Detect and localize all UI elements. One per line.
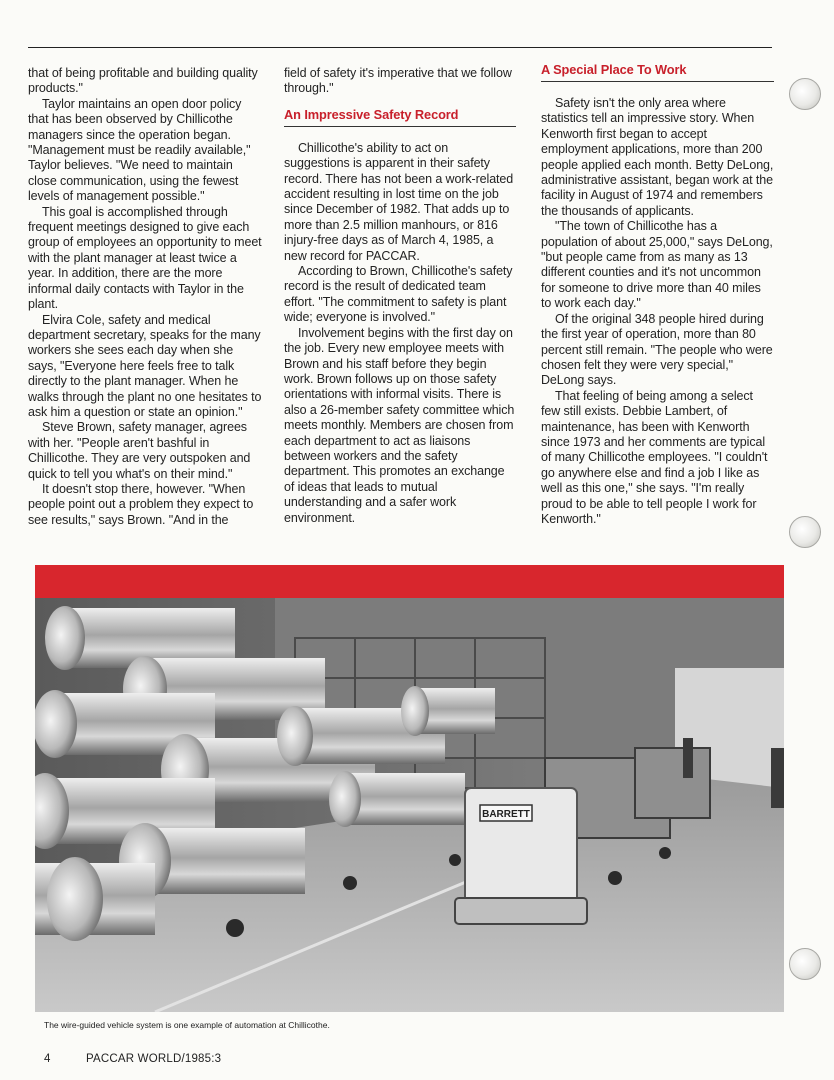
paragraph: that of being profitable and building quality products." xyxy=(28,66,258,96)
paragraph: "The town of Chillicothe has a population of about 25,000," says DeLong, "but people came from as many as 13 different counties and it's not uncommon for someone to drive more than 40 miles to work each day." xyxy=(541,219,773,311)
column-2 xyxy=(284,66,516,526)
paragraph: Of the original 348 people hired during the first year of operation, more than 80 percent still remain. "The people who were chosen felt they were very special," DeLong says. xyxy=(541,311,773,388)
column-3 xyxy=(541,62,774,527)
red-accent-band xyxy=(35,565,784,598)
binder-hole xyxy=(789,516,821,548)
top-rule xyxy=(28,47,772,48)
paragraph: That feeling of being among a select few still exists. Debbie Lambert, of maintenance, has been with Kenworth since 1973 and her comments are typical of many Chillicothe employees. "I couldn't go anywhere else and find a job I like as well as this one," she says. "I'm really proud to be able to tell people I work for Kenworth." xyxy=(541,388,768,526)
paragraph: field of safety it's imperative that we follow through." xyxy=(284,66,512,96)
vehicle-label: BARRETT xyxy=(482,809,530,820)
column-1 xyxy=(28,66,264,528)
factory-photo xyxy=(35,598,784,1012)
section-heading: An Impressive Safety Record xyxy=(284,107,516,127)
paragraph: It doesn't stop there, however. "When people point out a problem they expect to see results," says Brown. "And in the xyxy=(28,481,254,527)
paragraph: According to Brown, Chillicothe's safety record is the result of dedicated team effort. "The commitment to safety is plant wide; everyone is involved." xyxy=(284,264,513,325)
paragraph: Chillicothe's ability to act on suggestions is apparent in their safety record. There has not been a work-related accident resulting in lost time on the job since December of 1982. That adds up to more than 2.5 million manhours, or 816 injury-free days as of March 4, 1985, a new record for PACCAR. xyxy=(284,140,514,263)
paragraph: This goal is accomplished through frequent meetings designed to give each group of employees an opportunity to meet with the plant manager at least twice a year. In addition, there are the more informal daily contacts with Taylor in the plant. xyxy=(28,204,262,312)
paragraph: Taylor maintains an open door policy that has been observed by Chillicothe managers since the operation began. "Management must be readily available," Taylor believes. "We need to maintain close communication, using the fewest levels of management possible." xyxy=(28,96,251,204)
binder-hole xyxy=(789,948,821,980)
section-heading: A Special Place To Work xyxy=(541,62,774,82)
binder-hole xyxy=(789,78,821,110)
photo-caption: The wire-guided vehicle system is one example of automation at Chillicothe. xyxy=(44,1020,330,1030)
paragraph: Involvement begins with the first day on the job. Every new employee meets with Brown and his staff before they begin work. Brown follows up on those safety orientations with informal visits. There is also a 26-member safety committee which meets monthly. Members are chosen from each department to act as liaisons between workers and the safety department. This promotes an exchange of ideas that leads to mutual understanding and a safer work environment. xyxy=(284,325,515,525)
page-number: 4 xyxy=(44,1053,51,1065)
magazine-title: PACCAR WORLD/1985:3 xyxy=(86,1053,222,1065)
paragraph: Elvira Cole, safety and medical department secretary, speaks for the many workers she sees each day when she says, "Everyone here feels free to talk directly to the plant manager. When he walks through the plant no one hesitates to ask him a question or state an opinion." xyxy=(28,312,262,419)
paragraph: Steve Brown, safety manager, agrees with her. "People aren't bashful in Chillicothe. They are very outspoken and quick to tell you what's on their mind." xyxy=(28,420,251,481)
guided-vehicle xyxy=(455,788,587,924)
paragraph: Safety isn't the only area where statistics tell an impressive story. When Kenworth first began to accept employment applications, more than 200 people applied each month. Betty DeLong, administrative assistant, began work at the facility in August of 1974 and remembers the thousands of applicants. xyxy=(541,96,774,218)
